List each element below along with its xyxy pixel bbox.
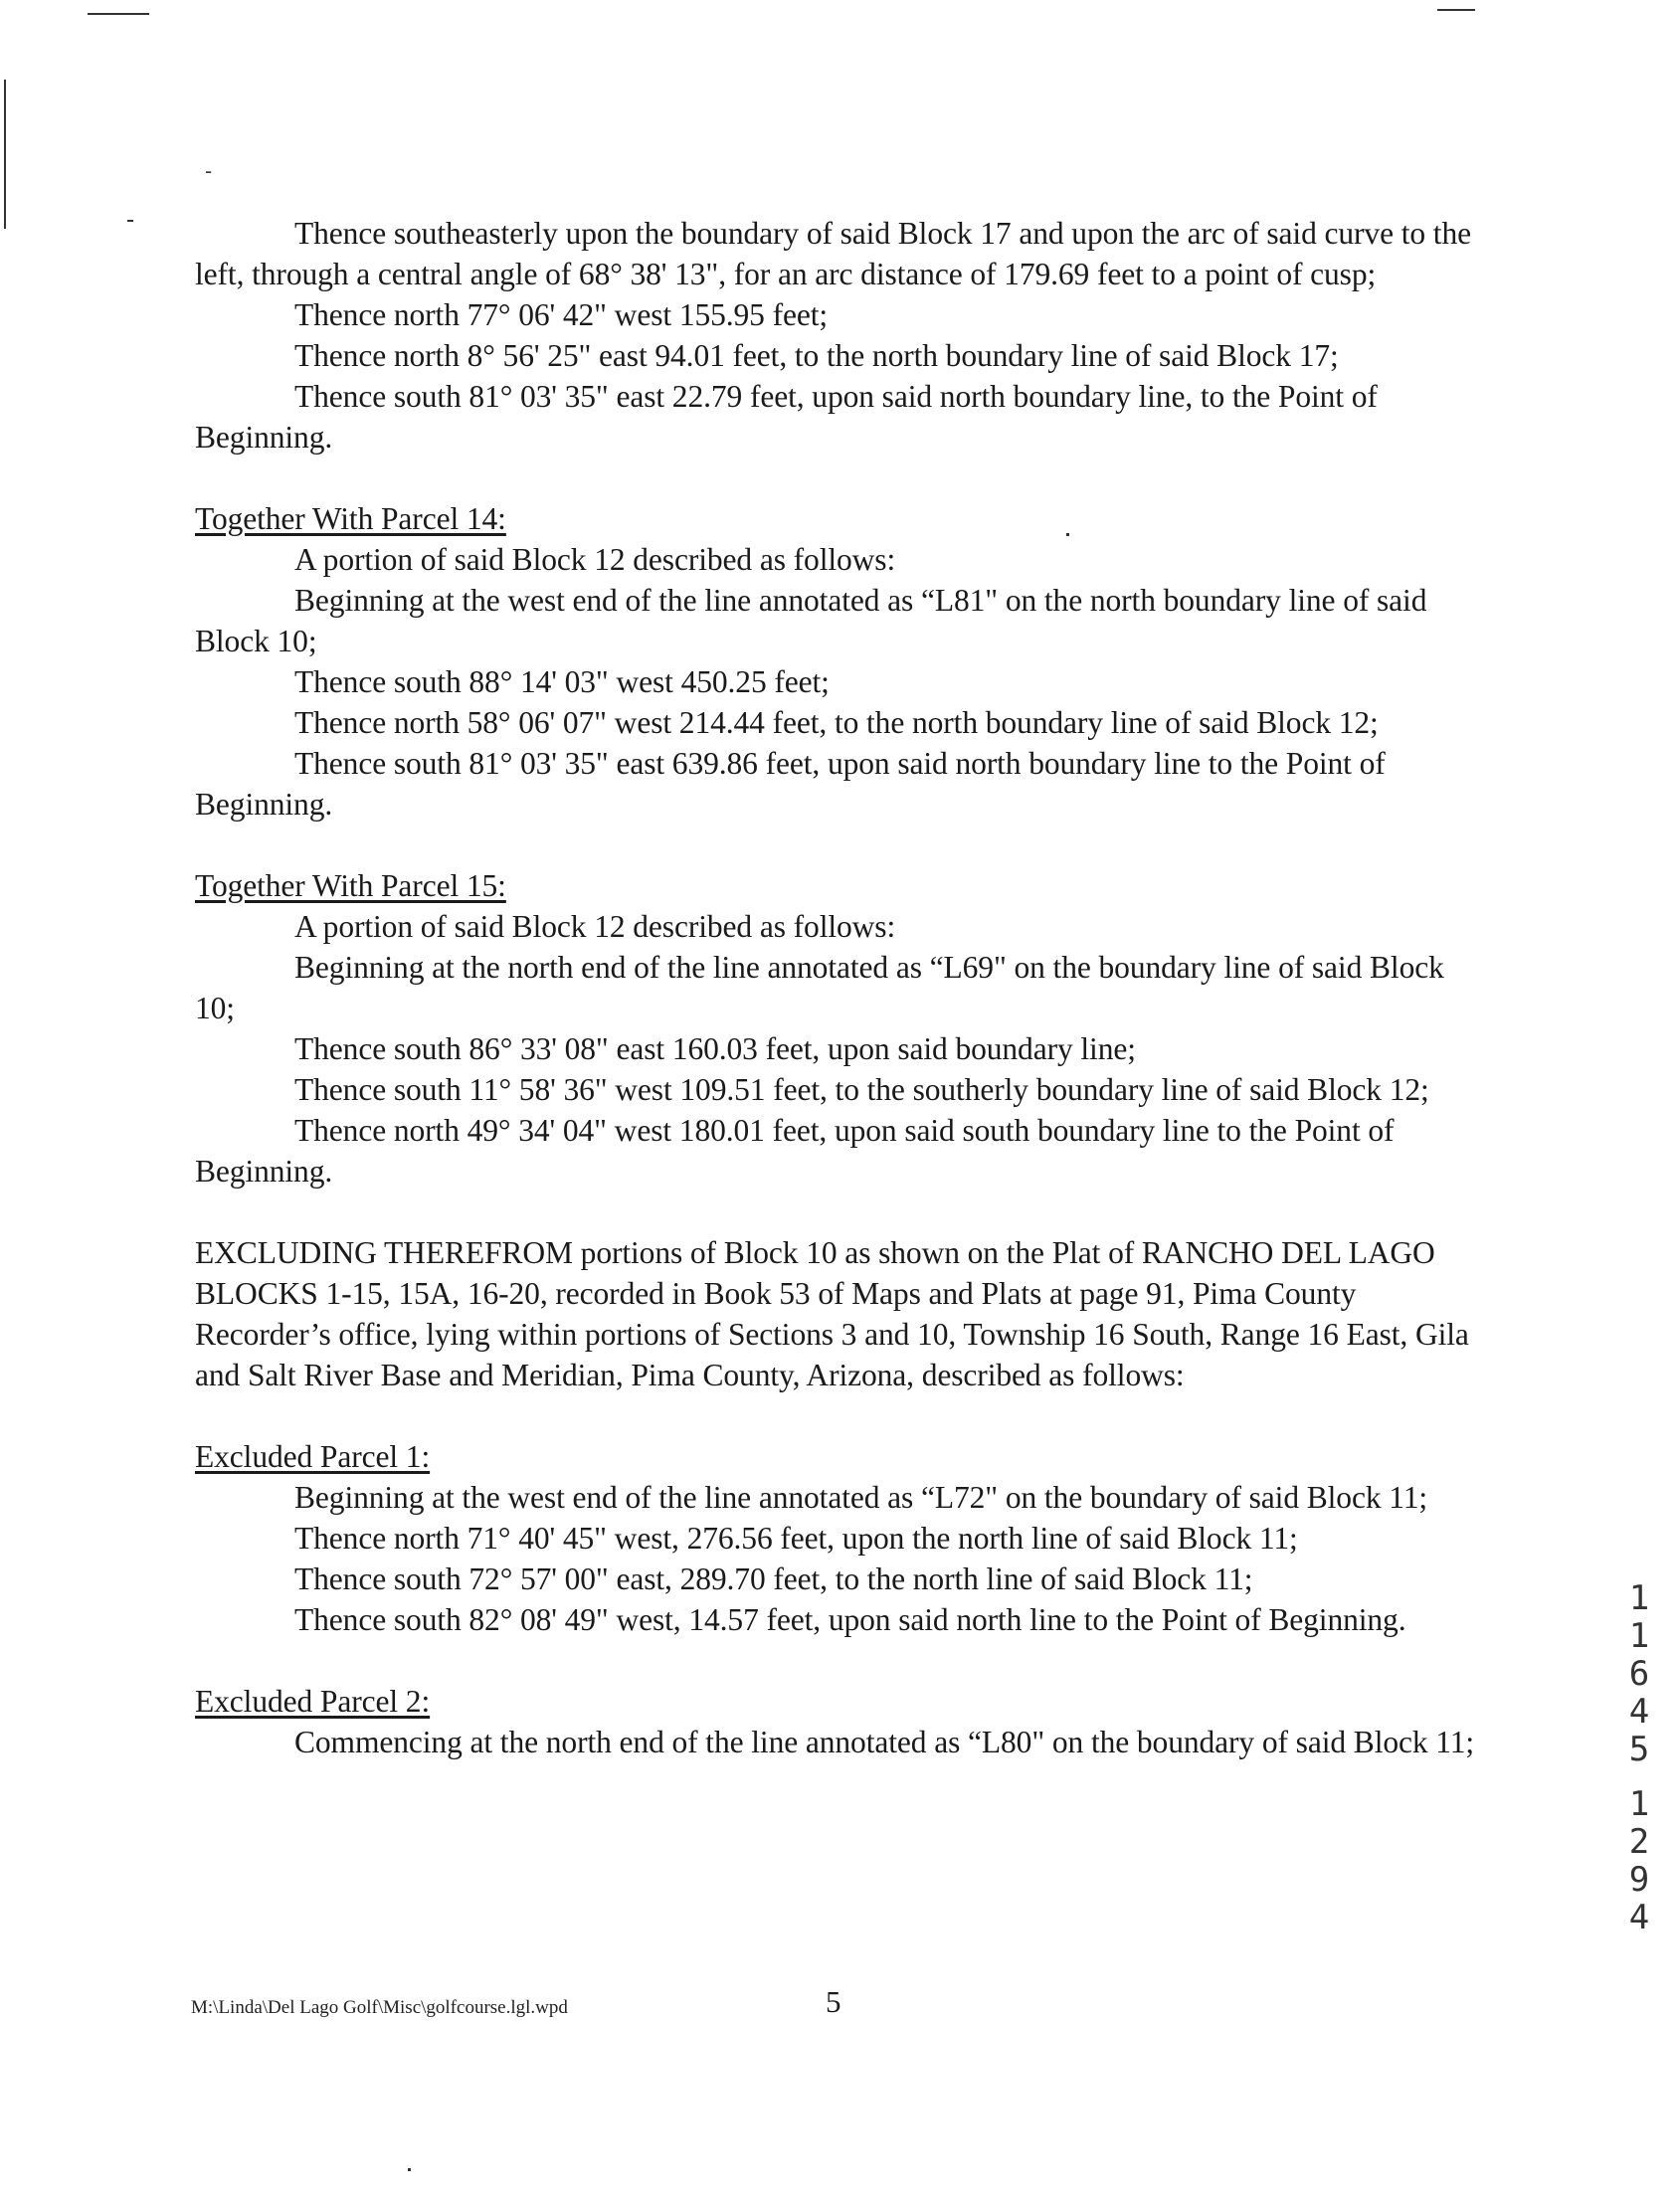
recording-stamp-docket xyxy=(1619,1579,1659,1768)
paragraph: Thence south 72° 57' 00" east, 289.70 feet, to the north line of said Block 11; xyxy=(294,1561,1253,1596)
paragraph: Commencing at the north end of the line annotated as “L80" on the boundary of said Block 11; xyxy=(294,1725,1475,1759)
paragraph: Thence south 88° 14' 03" west 450.25 feet; xyxy=(294,664,830,699)
paragraph: Thence south 82° 08' 49" west, 14.57 feet, upon said north line to the Point of Beginning. xyxy=(294,1602,1406,1637)
paragraph: Thence south 86° 33' 08" east 160.03 feet, upon said boundary line; xyxy=(294,1031,1136,1066)
scan-mark-left-edge xyxy=(4,80,6,229)
paragraph: Thence north 49° 34' 04" west 180.01 feet, upon said south boundary line to the Point of Beginning. xyxy=(195,1113,1395,1189)
stamp-digit: 9 xyxy=(1628,1860,1650,1900)
stamp-digit: 1 xyxy=(1628,1616,1650,1656)
recording-stamp-page xyxy=(1619,1785,1659,1936)
scan-speck xyxy=(408,2168,411,2171)
paragraph: A portion of said Block 12 described as follows: xyxy=(294,909,896,944)
stamp-digit: 4 xyxy=(1628,1692,1650,1732)
paragraph: Thence north 71° 40' 45" west, 276.56 feet, upon the north line of said Block 11; xyxy=(294,1521,1298,1556)
stamp-digit: 6 xyxy=(1628,1654,1650,1694)
paragraph: Thence north 8° 56' 25" east 94.01 feet, to the north boundary line of said Block 17; xyxy=(294,338,1339,373)
paragraph: Thence southeasterly upon the boundary of said Block 17 and upon the arc of said curve to the left, through a central angle of 68° 38' 13", for an arc distance of 179.69 feet to a point of cusp; xyxy=(195,216,1471,291)
stamp-digit: 2 xyxy=(1628,1822,1650,1862)
section-heading: Excluded Parcel 1: xyxy=(195,1439,431,1474)
scan-mark-top-right xyxy=(1437,9,1475,11)
section-heading: Together With Parcel 14: xyxy=(195,501,506,536)
section-heading: Excluded Parcel 2: xyxy=(195,1684,431,1719)
scan-speck xyxy=(127,220,133,222)
paragraph: Thence south 11° 58' 36" west 109.51 feet, to the southerly boundary line of said Block 12; xyxy=(294,1072,1429,1107)
paragraph: Beginning at the west end of the line annotated as “L72" on the boundary of said Block 11; xyxy=(294,1480,1428,1515)
paragraph: EXCLUDING THEREFROM portions of Block 10 as shown on the Plat of RANCHO DEL LAGO BLOCKS 1-15, 15A, 16-20, recorded in Book 53 of Maps and Plats at page 91, Pima County Recorder’s office, lying within portions of Sections 3 and 10, Township 16 South, Range 16 East, Gila and Salt River Base and Meridian, Pima County, Arizona, described as follows: xyxy=(195,1235,1469,1392)
page-number: 5 xyxy=(826,1984,841,2019)
paragraph: Thence south 81° 03' 35" east 22.79 feet, upon said north boundary line, to the Point of Beginning. xyxy=(195,379,1378,455)
paragraph: A portion of said Block 12 described as follows: xyxy=(294,542,896,577)
paragraph: Thence north 77° 06' 42" west 155.95 feet; xyxy=(294,297,829,332)
stray-mark: - xyxy=(205,159,213,183)
stamp-digit: 4 xyxy=(1628,1898,1650,1937)
stamp-digit: 1 xyxy=(1628,1784,1650,1824)
paragraph: Beginning at the west end of the line annotated as “L81" on the north boundary line of said Block 10; xyxy=(195,583,1427,658)
stamp-digit: 5 xyxy=(1628,1730,1650,1769)
legal-description-body xyxy=(195,213,1488,1762)
paragraph: Beginning at the north end of the line annotated as “L69" on the boundary line of said Block 10; xyxy=(195,950,1444,1025)
scan-mark-top-left xyxy=(88,13,149,15)
stamp-digit: 1 xyxy=(1628,1578,1650,1618)
footer-file-path: M:\Linda\Del Lago Golf\Misc\golfcourse.lgl.wpd xyxy=(191,1997,568,2018)
paragraph: Thence south 81° 03' 35" east 639.86 feet, upon said north boundary line to the Point of Beginning. xyxy=(195,746,1386,822)
paragraph: Thence north 58° 06' 07" west 214.44 feet, to the north boundary line of said Block 12; xyxy=(294,705,1379,740)
section-heading: Together With Parcel 15: xyxy=(195,868,506,903)
